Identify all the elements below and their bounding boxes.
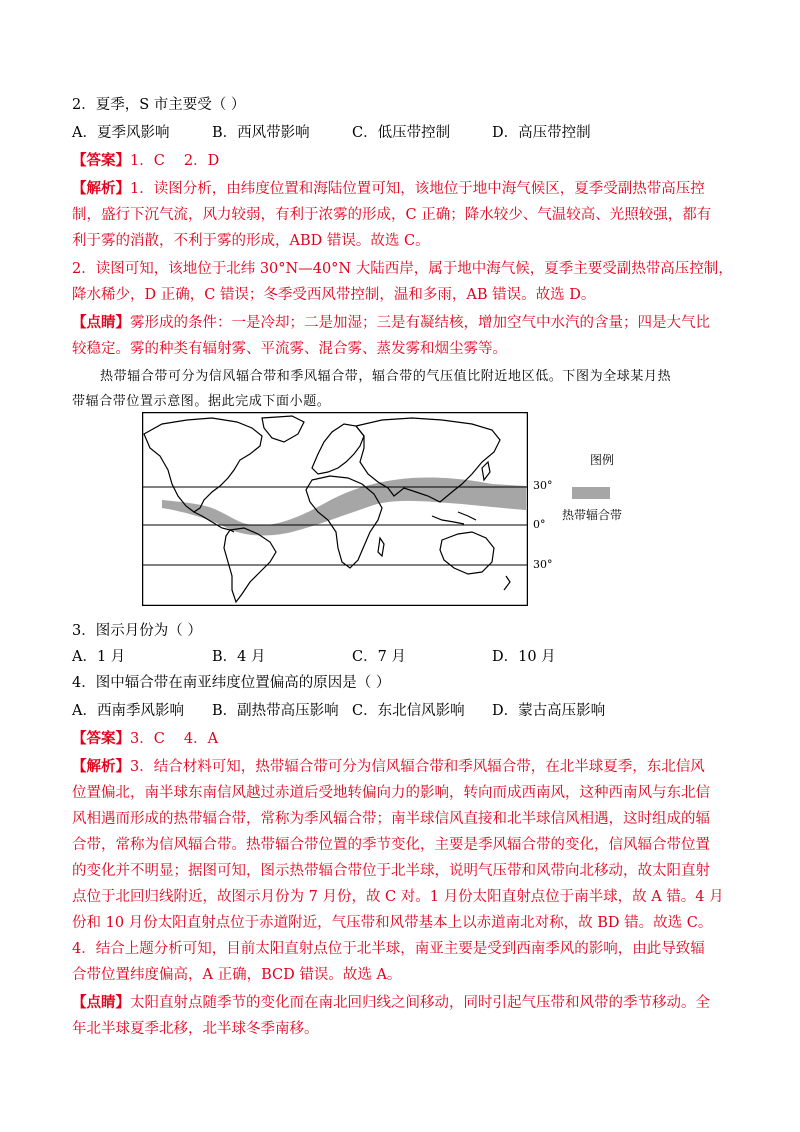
question-3-stem: 3．图示月份为（ ） — [72, 623, 202, 639]
lat-label-30s: 30° — [533, 558, 553, 571]
point-text: 雾形成的条件：一是冷却；二是加湿；三是有凝结核，增加空气中水汽的含量；四是大气比 — [130, 315, 710, 331]
analysis-1-line-1 — [72, 179, 732, 199]
analysis-text: 1．读图分析，由纬度位置和海陆位置可知，该地位于地中海气候区，夏季受副热带高压控 — [130, 181, 705, 197]
analysis-2-line-2: 位置偏北，南半球东南信风越过赤道后受地转偏向力的影响，转向而成西南风，这种西南风与东北信 — [72, 785, 710, 801]
legend-label: 热带辐合带 — [562, 508, 623, 522]
legend-swatch — [572, 487, 610, 499]
option-a: A．西南季风影响 — [72, 703, 184, 719]
option-a: A．1 月 — [72, 649, 126, 665]
option-c: C．7 月 — [352, 649, 406, 665]
material-intro-line-2: 带辐合带位置示意图。据此完成下面小题。 — [72, 394, 331, 409]
analysis-1-line-5: 降水稀少，D 正确，C 错误；冬季受西风带控制，温和多雨，AB 错误。故选 D。 — [72, 287, 596, 303]
option-d: D．蒙古高压影响 — [492, 703, 606, 719]
material-intro-line-1: 热带辐合带可分为信风辐合带和季风辐合带，辐合带的气压值比附近地区低。下图为全球某月热 — [100, 369, 672, 384]
world-map-figure — [142, 412, 528, 606]
question-2-options — [72, 123, 732, 143]
analysis-2-line-7: 份和 10 月份太阳直射点位于赤道附近，气压带和风带基本上以赤道南北对称，故 BD 错。故选 C。 — [72, 915, 713, 931]
point-2-line-2: 年北半球夏季北移，北半球冬季南移。 — [72, 1021, 319, 1037]
analysis-2-line-6: 点位于北回归线附近，故图示月份为 7 月份，故 C 对。1 月份太阳直射点位于南半球，故 A 错。4 月 — [72, 889, 724, 905]
question-2-stem: 2．夏季，S 市主要受（ ） — [72, 97, 246, 113]
question-3-options — [72, 647, 732, 667]
legend-title: 图例 — [590, 453, 615, 467]
analysis-text: 3．结合材料可知，热带辐合带可分为信风辐合带和季风辐合带，在北半球夏季，东北信风 — [130, 759, 705, 775]
analysis-2-line-4: 合带，常称为信风辐合带。热带辐合带位置的季节变化，主要是季风辐合带的变化，信风辐合带位置 — [72, 837, 710, 853]
analysis-tag: 【解析】 — [72, 758, 130, 775]
answer-2 — [72, 729, 732, 749]
answer-1 — [72, 151, 732, 171]
analysis-2-line-1 — [72, 757, 732, 777]
point-1-line-2: 较稳定。雾的种类有辐射雾、平流雾、混合雾、蒸发雾和烟尘雾等。 — [72, 341, 507, 357]
answer-text: 1．C 2．D — [130, 153, 220, 169]
point-tag: 【点睛】 — [72, 994, 130, 1011]
answer-tag: 【答案】 — [72, 730, 130, 747]
analysis-2-line-5: 的变化并不明显；据图可知，图示热带辐合带位于北半球，说明气压带和风带向北移动，故太阳直射 — [72, 863, 710, 879]
point-2-line-1 — [72, 993, 732, 1013]
option-d: D．10 月 — [492, 649, 556, 665]
point-1-line-1 — [72, 313, 732, 333]
option-c: C．东北信风影响 — [352, 703, 465, 719]
option-b: B．西风带影响 — [212, 125, 310, 141]
point-tag: 【点睛】 — [72, 314, 130, 331]
lat-label-equator: 0° — [533, 518, 546, 531]
analysis-2-line-8: 4．结合上题分析可知，目前太阳直射点位于北半球，南亚主要是受到西南季风的影响，由此导致辐 — [72, 941, 705, 957]
analysis-2-line-9: 合带位置纬度偏高，A 正确，BCD 错误。故选 A。 — [72, 967, 402, 983]
question-4-options — [72, 701, 732, 721]
option-a: A．夏季风影响 — [72, 125, 170, 141]
option-b: B．4 月 — [212, 649, 266, 665]
analysis-tag: 【解析】 — [72, 180, 130, 197]
analysis-1-line-3: 利于雾的消散，不利于雾的形成，ABD 错误。故选 C。 — [72, 233, 430, 249]
answer-text: 3．C 4．A — [130, 731, 219, 747]
analysis-1-line-2: 制，盛行下沉气流，风力较弱，有利于浓雾的形成，C 正确；降水较少、气温较高、光照较强，都有 — [72, 207, 712, 223]
answer-tag: 【答案】 — [72, 152, 130, 169]
analysis-2-line-3: 风相遇而形成的热带辐合带，常称为季风辐合带；南半球信风直接和北半球信风相遇，这时组成的辐 — [72, 811, 710, 827]
option-d: D．高压带控制 — [492, 125, 591, 141]
option-c: C．低压带控制 — [352, 125, 451, 141]
analysis-1-line-4: 2．读图可知，该地位于北纬 30°N—40°N 大陆西岸，属于地中海气候，夏季主要受副热带高压控制， — [72, 261, 733, 277]
question-4-stem: 4．图中辐合带在南亚纬度位置偏高的原因是（ ） — [72, 675, 391, 691]
lat-label-30n: 30° — [533, 479, 553, 492]
point-text: 太阳直射点随季节的变化而在南北回归线之间移动，同时引起气压带和风带的季节移动。全 — [130, 995, 710, 1011]
option-b: B．副热带高压影响 — [212, 703, 339, 719]
